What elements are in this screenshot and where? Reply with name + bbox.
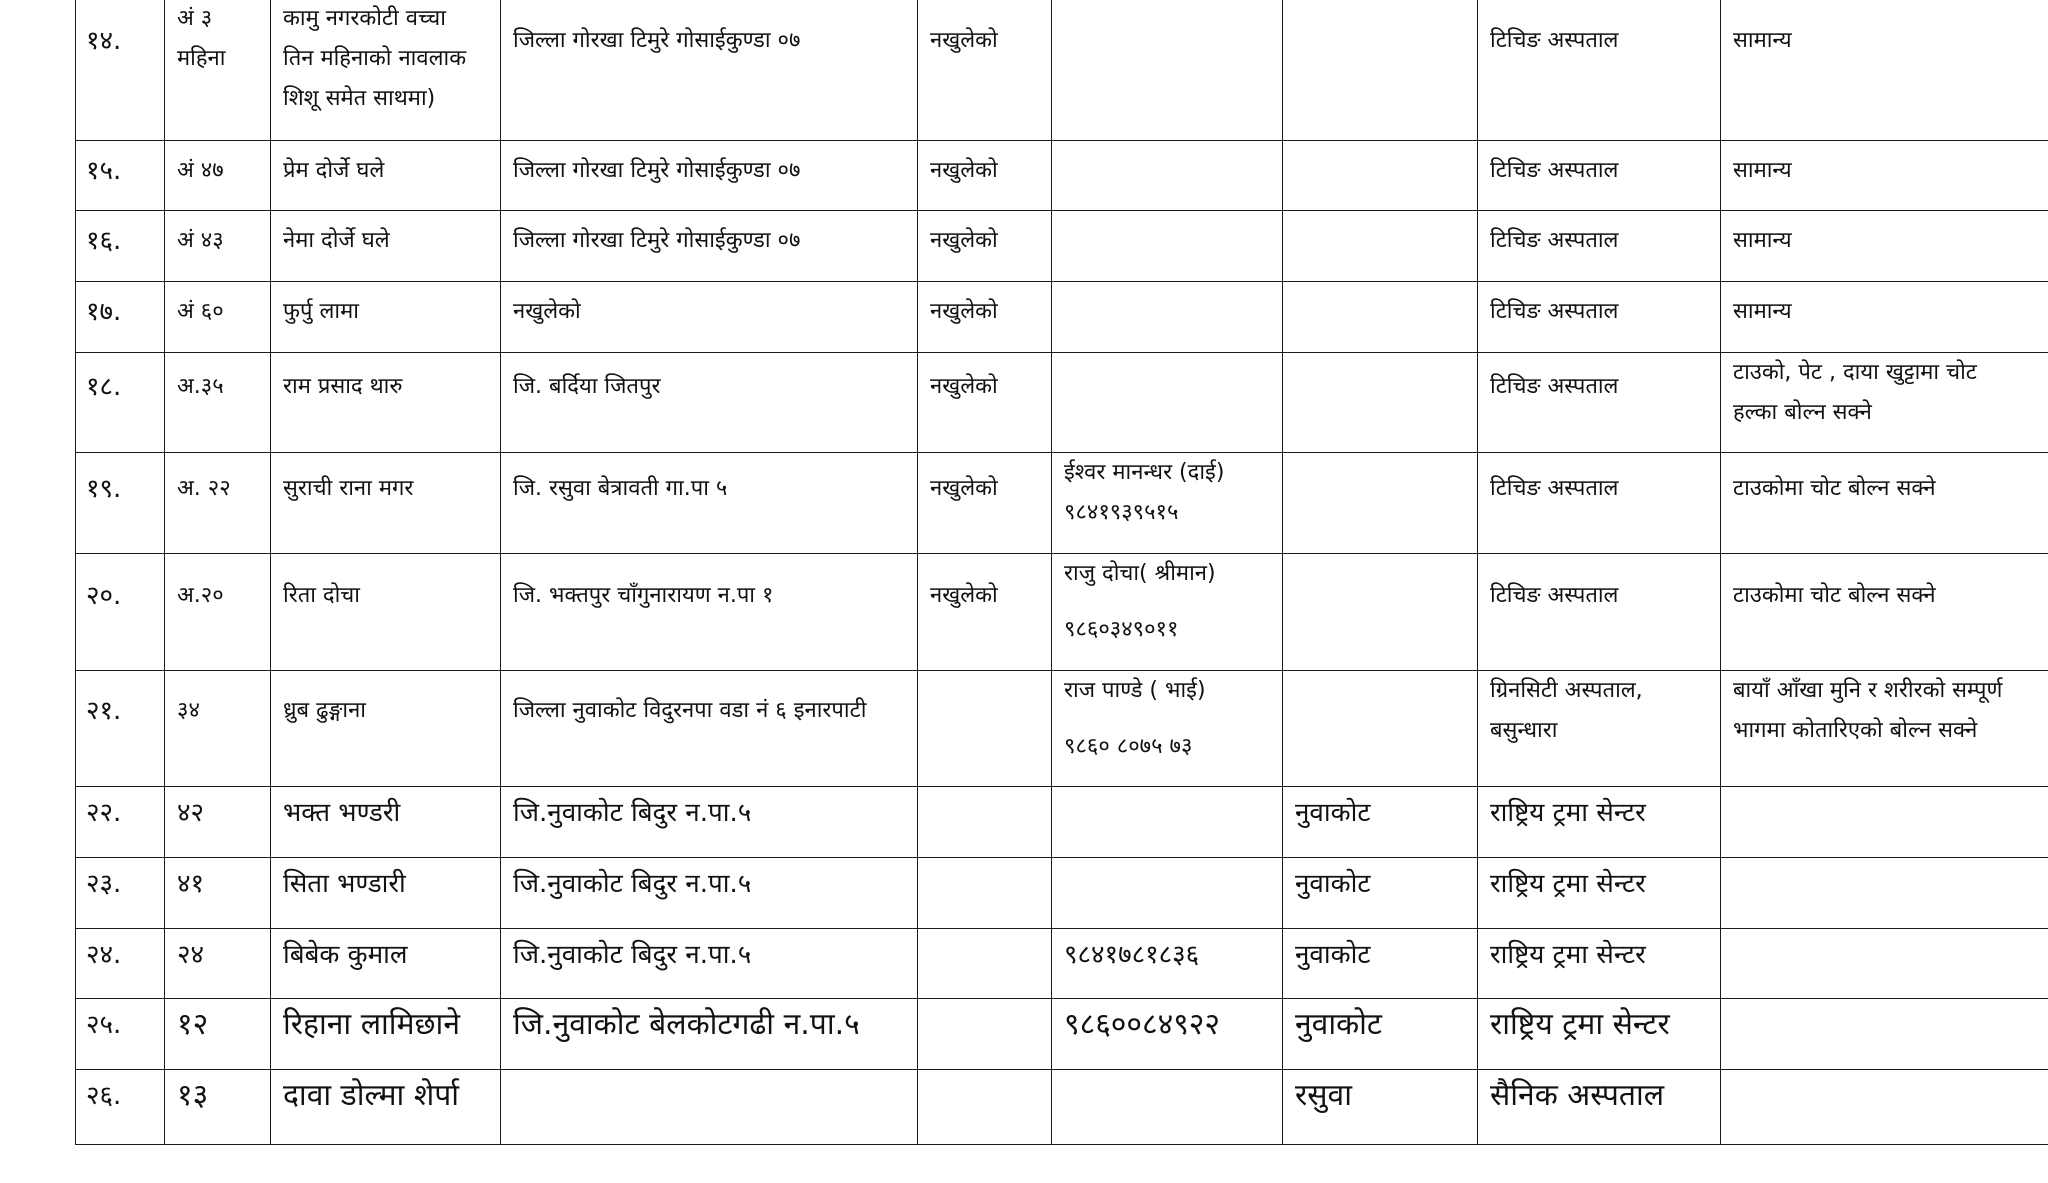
name-line: भक्त भण्डरी <box>283 798 401 828</box>
status-cell <box>918 671 1052 787</box>
district-cell <box>1283 671 1478 787</box>
district-cell <box>1283 353 1478 453</box>
serial-number-cell: २०. <box>76 554 165 671</box>
table-row <box>76 858 2048 929</box>
name-line: दावा डोल्मा शेर्पा <box>283 1078 460 1113</box>
condition-line: सामान्य <box>1733 228 1792 253</box>
contact-line: ९८६००८४९२२ <box>1064 1007 1220 1042</box>
contact-cell <box>1052 282 1283 353</box>
table-row <box>76 1070 2048 1145</box>
age-cell <box>165 282 271 353</box>
address-cell: जि. रसुवा बेत्रावती गा.पा ५ <box>501 453 918 554</box>
age-line: अ.२० <box>177 583 224 608</box>
name-line: सिता भण्डारी <box>283 869 406 899</box>
age-line: १३ <box>177 1078 209 1113</box>
condition-cell <box>1721 453 2048 554</box>
condition-line: हल्का बोल्न सक्ने <box>1733 400 1872 425</box>
condition-cell <box>1721 282 2048 353</box>
serial-number-cell: १४. <box>76 0 165 141</box>
contact-line: ९८४१७८१८३६ <box>1064 940 1200 970</box>
table-row <box>76 353 2048 453</box>
name-cell <box>271 999 501 1070</box>
condition-line: सामान्य <box>1733 299 1792 324</box>
address-cell: जिल्ला नुवाकोट विदुरनपा वडा नं ६ इनारपाटी <box>501 671 918 787</box>
address-cell: जिल्ला गोरखा टिमुरे गोसाईकुण्डा ०७ <box>501 0 918 141</box>
contact-cell <box>1052 999 1283 1070</box>
condition-line: सामान्य <box>1733 158 1792 183</box>
condition-line: भागमा कोतारिएको बोल्न सक्ने <box>1733 718 1978 743</box>
hospital-cell <box>1478 282 1721 353</box>
contact-cell <box>1052 1070 1283 1145</box>
serial-number-cell: १७. <box>76 282 165 353</box>
serial-number-cell: १५. <box>76 141 165 211</box>
contact-cell <box>1052 787 1283 858</box>
patient-table <box>75 0 2048 1145</box>
district-cell: रसुवा <box>1283 1070 1478 1145</box>
table-row <box>76 211 2048 282</box>
serial-number-cell: २२. <box>76 787 165 858</box>
hospital-cell <box>1478 858 1721 929</box>
age-cell <box>165 671 271 787</box>
table-row <box>76 929 2048 999</box>
hospital-cell <box>1478 141 1721 211</box>
hospital-line: राष्ट्रिय ट्रमा सेन्टर <box>1490 869 1646 899</box>
contact-cell <box>1052 353 1283 453</box>
hospital-cell <box>1478 453 1721 554</box>
district-cell <box>1283 0 1478 141</box>
age-line: अं ३ <box>177 6 213 31</box>
age-cell <box>165 353 271 453</box>
status-cell: नखुलेको <box>918 211 1052 282</box>
hospital-cell <box>1478 554 1721 671</box>
table-row <box>76 282 2048 353</box>
name-cell <box>271 1070 501 1145</box>
district-cell: नुवाकोट <box>1283 999 1478 1070</box>
age-cell <box>165 858 271 929</box>
contact-line: ९८६०३४९०११ <box>1064 617 1179 642</box>
condition-line: टाउको, पेट , दाया खुट्टामा चोट <box>1733 360 1977 385</box>
age-cell <box>165 211 271 282</box>
district-cell: नुवाकोट <box>1283 787 1478 858</box>
hospital-line: टिचिङ अस्पताल <box>1490 28 1619 53</box>
condition-cell <box>1721 929 2048 999</box>
age-line: १२ <box>177 1007 209 1042</box>
condition-cell <box>1721 141 2048 211</box>
status-cell: नखुलेको <box>918 554 1052 671</box>
condition-cell <box>1721 0 2048 141</box>
address-cell: जिल्ला गोरखा टिमुरे गोसाईकुण्डा ०७ <box>501 141 918 211</box>
name-line: रिता दोचा <box>283 583 360 608</box>
condition-cell <box>1721 787 2048 858</box>
age-line: अ.३५ <box>177 374 224 399</box>
contact-cell <box>1052 858 1283 929</box>
hospital-cell <box>1478 671 1721 787</box>
contact-cell <box>1052 141 1283 211</box>
contact-cell <box>1052 211 1283 282</box>
age-line: ४१ <box>177 869 205 899</box>
name-cell <box>271 141 501 211</box>
contact-line: ईश्वर मानन्धर (दाई) <box>1064 460 1225 485</box>
status-cell: नखुलेको <box>918 453 1052 554</box>
condition-line: टाउकोमा चोट बोल्न सक्ने <box>1733 476 1936 501</box>
hospital-line: टिचिङ अस्पताल <box>1490 374 1619 399</box>
name-cell <box>271 353 501 453</box>
name-cell <box>271 211 501 282</box>
hospital-cell <box>1478 787 1721 858</box>
name-cell <box>271 282 501 353</box>
hospital-line: राष्ट्रिय ट्रमा सेन्टर <box>1490 1007 1670 1042</box>
contact-line: ९८४१९३९५१५ <box>1064 500 1179 525</box>
contact-cell <box>1052 0 1283 141</box>
address-cell: नखुलेको <box>501 282 918 353</box>
age-cell <box>165 0 271 141</box>
status-cell: नखुलेको <box>918 282 1052 353</box>
age-line: महिना <box>177 46 226 71</box>
serial-number-cell: १८. <box>76 353 165 453</box>
hospital-line: टिचिङ अस्पताल <box>1490 583 1619 608</box>
hospital-line: टिचिङ अस्पताल <box>1490 158 1619 183</box>
status-cell <box>918 999 1052 1070</box>
table-row <box>76 0 2048 141</box>
condition-line: सामान्य <box>1733 28 1792 53</box>
hospital-line: टिचिङ अस्पताल <box>1490 299 1619 324</box>
name-line: बिबेक कुमाल <box>283 940 408 970</box>
district-cell <box>1283 141 1478 211</box>
district-cell <box>1283 554 1478 671</box>
contact-line: ९८६० ८०७५ ७३ <box>1064 734 1193 759</box>
table-row <box>76 554 2048 671</box>
address-cell: जि. भक्तपुर चाँगुनारायण न.पा १ <box>501 554 918 671</box>
name-line: राम प्रसाद थारु <box>283 374 403 399</box>
condition-cell <box>1721 671 2048 787</box>
status-cell <box>918 1070 1052 1145</box>
condition-cell <box>1721 858 2048 929</box>
hospital-cell <box>1478 1070 1721 1145</box>
contact-cell <box>1052 929 1283 999</box>
hospital-cell <box>1478 0 1721 141</box>
hospital-line: टिचिङ अस्पताल <box>1490 228 1619 253</box>
age-line: २४ <box>177 940 205 970</box>
hospital-line: बसुन्धारा <box>1490 718 1558 743</box>
name-line: ध्रुब ढुङ्गाना <box>283 698 367 723</box>
contact-cell <box>1052 453 1283 554</box>
contact-cell <box>1052 671 1283 787</box>
age-cell <box>165 999 271 1070</box>
hospital-cell <box>1478 999 1721 1070</box>
status-cell <box>918 929 1052 999</box>
age-cell <box>165 141 271 211</box>
hospital-line: ग्रिनसिटी अस्पताल, <box>1490 678 1643 703</box>
condition-cell <box>1721 554 2048 671</box>
age-line: अं ६० <box>177 299 224 324</box>
condition-cell <box>1721 1070 2048 1145</box>
hospital-line: टिचिङ अस्पताल <box>1490 476 1619 501</box>
age-line: अं ४७ <box>177 158 224 183</box>
address-cell: जि.नुवाकोट बिदुर न.पा.५ <box>501 858 918 929</box>
district-cell <box>1283 282 1478 353</box>
contact-cell <box>1052 554 1283 671</box>
age-line: अ. २२ <box>177 476 231 501</box>
address-cell <box>501 1070 918 1145</box>
serial-number-cell: १६. <box>76 211 165 282</box>
status-cell: नखुलेको <box>918 0 1052 141</box>
status-cell: नखुलेको <box>918 353 1052 453</box>
name-cell <box>271 0 501 141</box>
table-row <box>76 999 2048 1070</box>
hospital-cell <box>1478 353 1721 453</box>
hospital-cell <box>1478 929 1721 999</box>
serial-number-cell: २४. <box>76 929 165 999</box>
table-row <box>76 453 2048 554</box>
name-cell <box>271 929 501 999</box>
name-line: सुराची राना मगर <box>283 476 414 501</box>
district-cell <box>1283 453 1478 554</box>
address-cell: जिल्ला गोरखा टिमुरे गोसाईकुण्डा ०७ <box>501 211 918 282</box>
address-cell: जि.नुवाकोट बिदुर न.पा.५ <box>501 929 918 999</box>
table-row <box>76 671 2048 787</box>
name-line: प्रेम दोर्जे घले <box>283 158 385 183</box>
condition-cell <box>1721 999 2048 1070</box>
hospital-line: राष्ट्रिय ट्रमा सेन्टर <box>1490 798 1646 828</box>
name-line: रिहाना लामिछाने <box>283 1007 460 1042</box>
serial-number-cell: १९. <box>76 453 165 554</box>
hospital-line: सैनिक अस्पताल <box>1490 1078 1665 1113</box>
hospital-line: राष्ट्रिय ट्रमा सेन्टर <box>1490 940 1646 970</box>
age-cell <box>165 787 271 858</box>
name-cell <box>271 554 501 671</box>
name-line: कामु नगरकोटी वच्चा <box>283 6 446 31</box>
serial-number-cell: २६. <box>76 1070 165 1145</box>
name-cell <box>271 453 501 554</box>
condition-cell <box>1721 353 2048 453</box>
name-cell <box>271 787 501 858</box>
address-cell: जि. बर्दिया जितपुर <box>501 353 918 453</box>
serial-number-cell: २५. <box>76 999 165 1070</box>
address-cell: जि.नुवाकोट बेलकोटगढी न.पा.५ <box>501 999 918 1070</box>
status-cell <box>918 787 1052 858</box>
contact-line: राजु दोचा( श्रीमान) <box>1064 561 1216 586</box>
serial-number-cell: २१. <box>76 671 165 787</box>
name-line: फुर्पु लामा <box>283 299 359 324</box>
condition-line: बायाँ आँखा मुनि र शरीरको सम्पूर्ण <box>1733 678 2003 703</box>
table-body <box>76 0 2048 1145</box>
address-cell: जि.नुवाकोट बिदुर न.पा.५ <box>501 787 918 858</box>
hospital-cell <box>1478 211 1721 282</box>
serial-number-cell: २३. <box>76 858 165 929</box>
age-line: अं ४३ <box>177 228 224 253</box>
name-line: तिन महिनाको नावलाक <box>283 46 467 71</box>
age-line: ४२ <box>177 798 205 828</box>
age-cell <box>165 929 271 999</box>
contact-line: राज पाण्डे ( भाई) <box>1064 678 1206 703</box>
name-line: नेमा दोर्जे घले <box>283 228 390 253</box>
status-cell: नखुलेको <box>918 141 1052 211</box>
table-row <box>76 141 2048 211</box>
condition-line: टाउकोमा चोट बोल्न सक्ने <box>1733 583 1936 608</box>
name-cell <box>271 858 501 929</box>
age-line: ३४ <box>177 698 200 723</box>
age-cell <box>165 453 271 554</box>
name-cell <box>271 671 501 787</box>
district-cell: नुवाकोट <box>1283 929 1478 999</box>
name-line: शिशू समेत साथमा) <box>283 86 436 111</box>
district-cell: नुवाकोट <box>1283 858 1478 929</box>
status-cell <box>918 858 1052 929</box>
district-cell <box>1283 211 1478 282</box>
age-cell <box>165 1070 271 1145</box>
table-row <box>76 787 2048 858</box>
condition-cell <box>1721 211 2048 282</box>
age-cell <box>165 554 271 671</box>
